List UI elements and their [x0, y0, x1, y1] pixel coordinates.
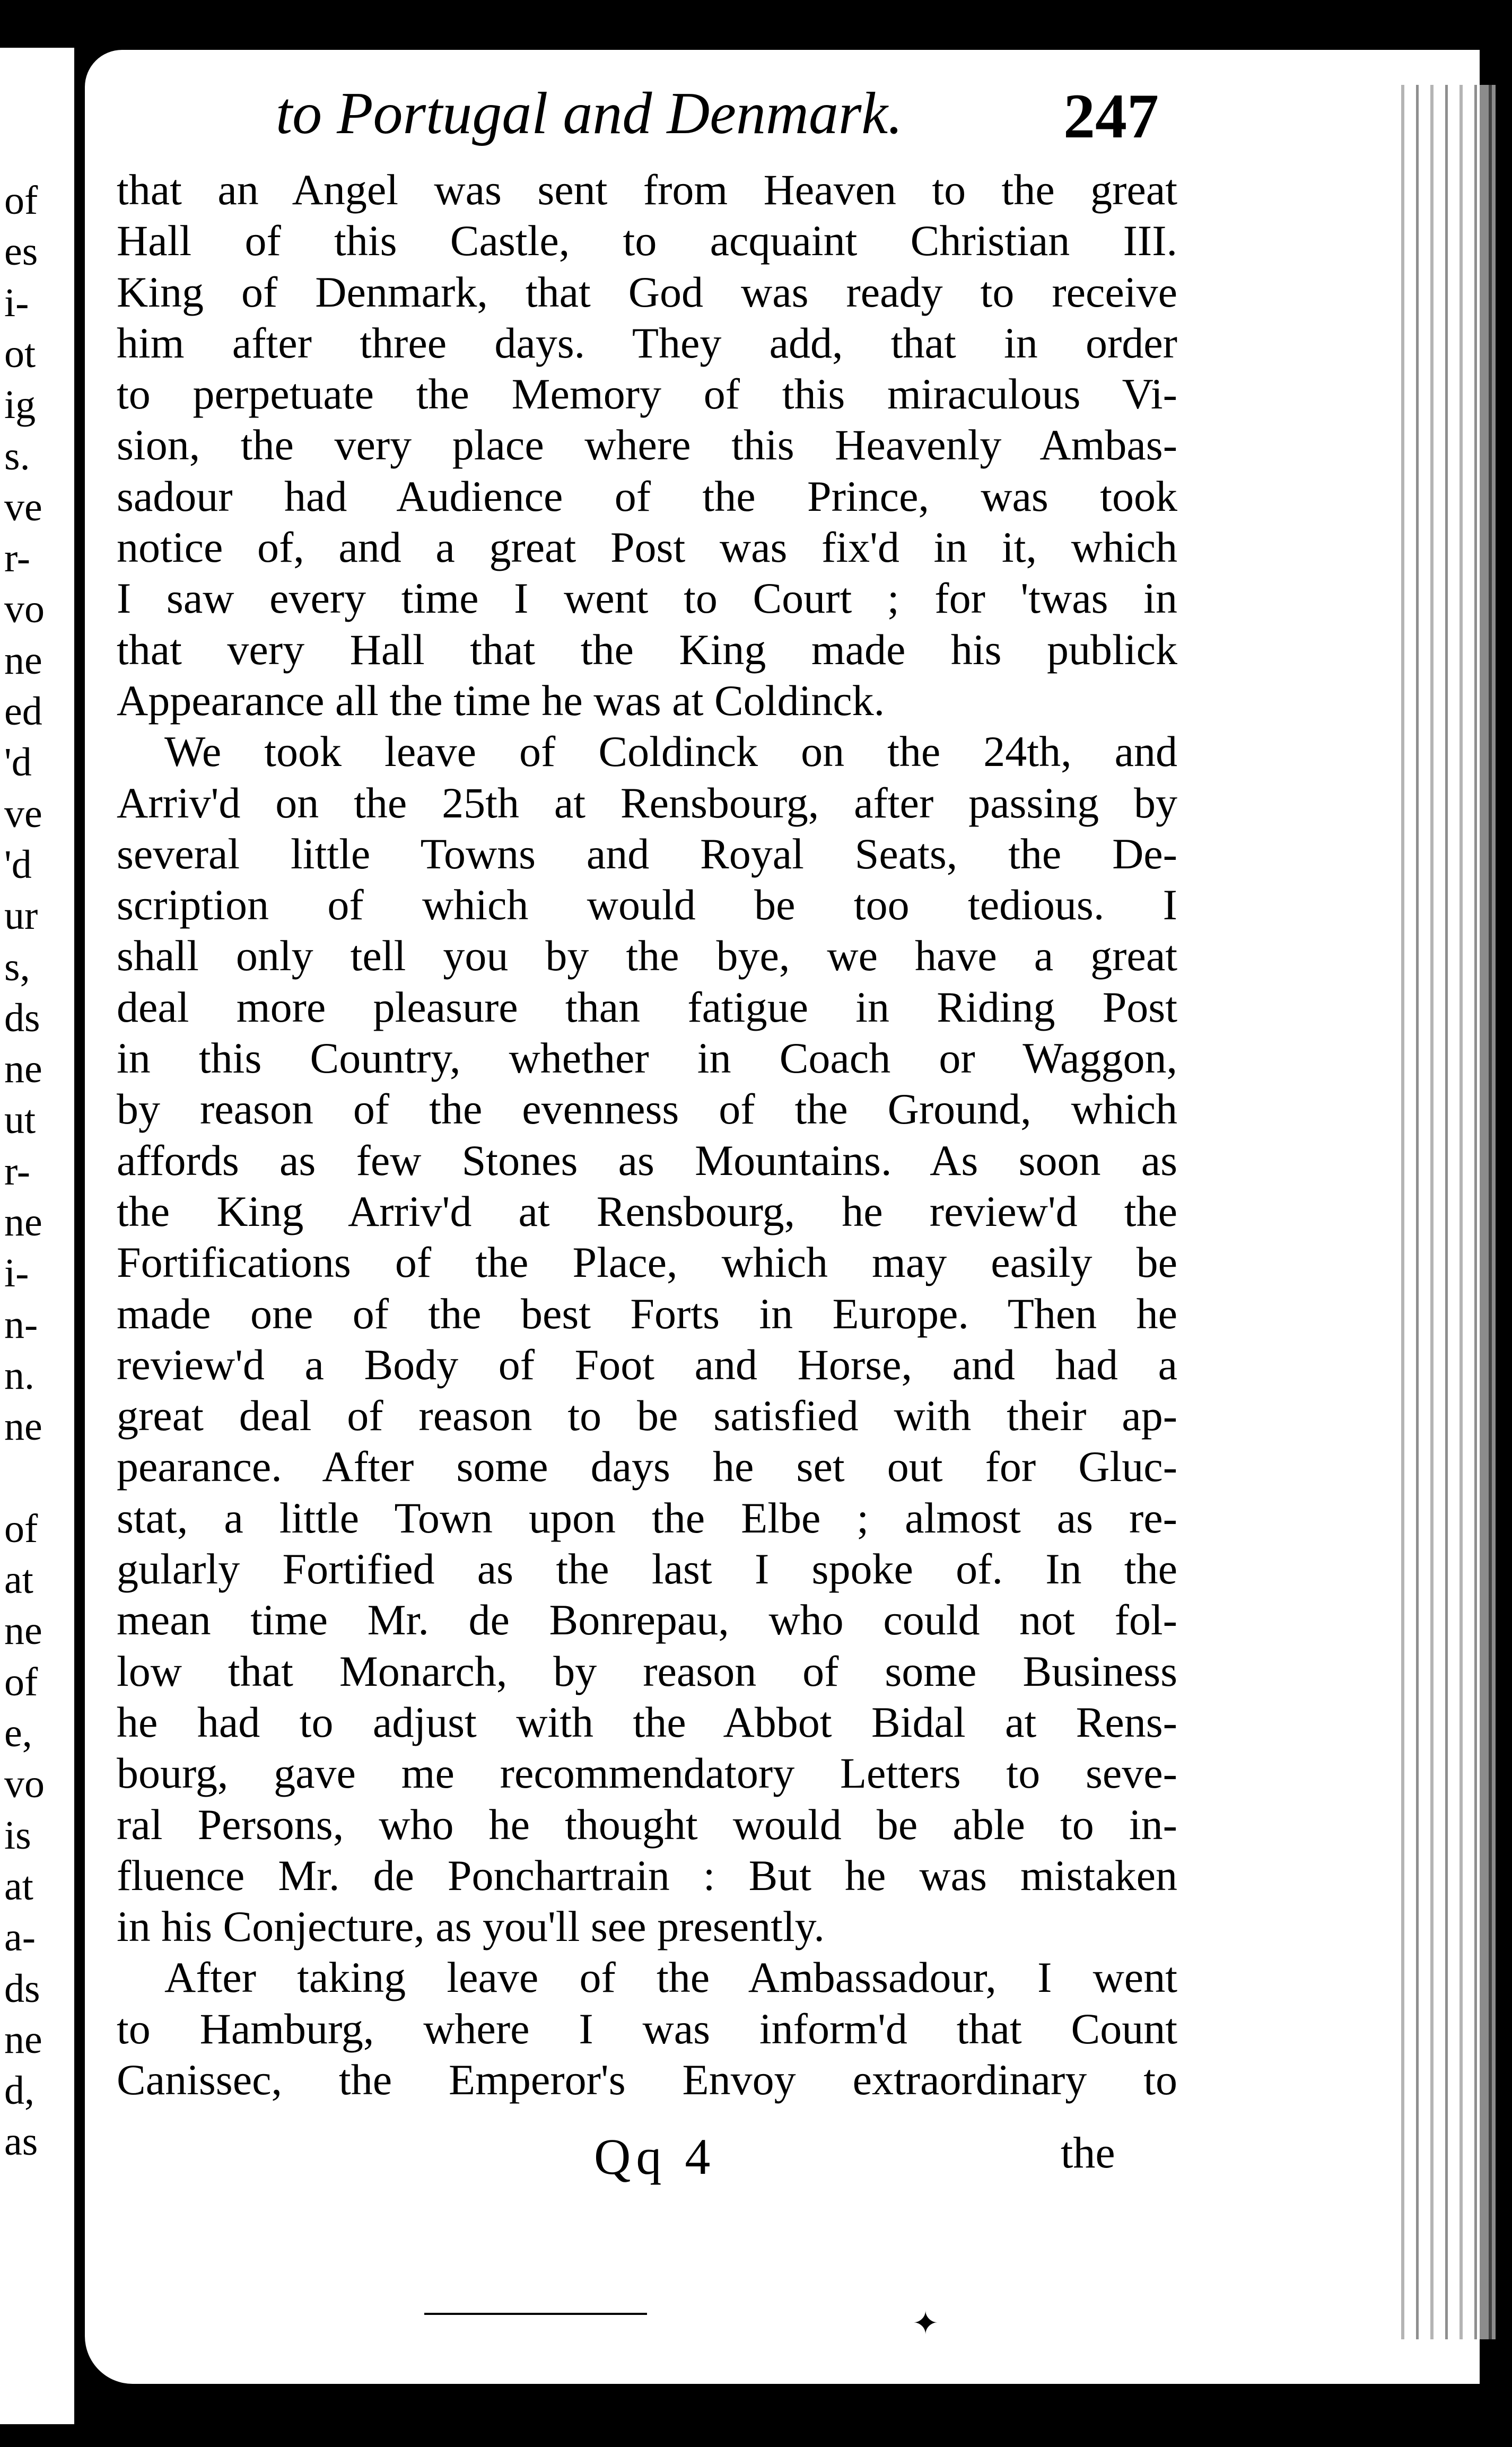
previous-page-fragment: 'd: [4, 842, 32, 887]
text-line: bourg, gave me recommendatory Letters to seve-: [117, 1749, 1177, 1798]
previous-page-fragment: at: [4, 1863, 33, 1909]
text-line: mean time Mr. de Bonrepau, who could not fol-: [117, 1596, 1177, 1644]
text-line: sadour had Audience of the Prince, was took: [117, 472, 1177, 520]
previous-page-fragment: ed: [4, 689, 42, 734]
text-line: deal more pleasure than fatigue in Riding Post: [117, 982, 1177, 1031]
previous-page-fragment: es: [4, 229, 38, 274]
previous-page-fragment: of: [4, 1659, 38, 1704]
text-line: Hall of this Castle, to acquaint Christian III.: [117, 216, 1177, 265]
flourish-ornament: ✦: [912, 2305, 939, 2342]
previous-page-fragment: ne: [4, 1200, 42, 1244]
text-line: in this Country, whether in Coach or Waggon,: [117, 1034, 1177, 1083]
text-line: he had to adjust with the Abbot Bidal at Rens-: [117, 1697, 1177, 1746]
text-line: sion, the very place where this Heavenly Ambas-: [117, 421, 1177, 469]
text-line: Canissec, the Emperor's Envoy extraordinary to: [117, 2055, 1177, 2104]
previous-page-fragment: d,: [4, 2068, 34, 2113]
previous-page-fragment: s,: [4, 944, 30, 989]
text-line: scription of which would be too tedious. I: [117, 881, 1177, 929]
text-line: several little Towns and Royal Seats, the De-: [117, 829, 1177, 878]
text-line: We took leave of Coldinck on the 24th, and: [164, 727, 1177, 776]
text-line: pearance. After some days he set out for Gluc-: [117, 1442, 1177, 1491]
text-line: Arriv'd on the 25th at Rensbourg, after passing by: [117, 778, 1177, 827]
text-line: that an Angel was sent from Heaven to the great: [117, 166, 1177, 214]
text-line: low that Monarch, by reason of some Business: [117, 1647, 1177, 1695]
previous-page-fragment: i-: [4, 1251, 29, 1296]
previous-page-fragment: n-: [4, 1302, 38, 1347]
text-line: made one of the best Forts in Europe. Then he: [117, 1289, 1177, 1338]
previous-page-fragment: r-: [4, 1148, 31, 1194]
text-line: to perpetuate the Memory of this miraculous Vi-: [117, 370, 1177, 419]
previous-page-fragment: ve: [4, 484, 42, 529]
previous-page-fragment: s.: [4, 433, 30, 478]
previous-page-fragment: n.: [4, 1353, 34, 1398]
previous-page-fragment: a-: [4, 1915, 36, 1960]
text-line: fluence Mr. de Ponchartrain : But he was mistaken: [117, 1851, 1177, 1900]
previous-page-fragment: ne: [4, 1404, 42, 1449]
text-line: shall only tell you by the bye, we have a great: [117, 931, 1177, 980]
running-title: to Portugal and Denmark.: [276, 81, 903, 146]
previous-page-fragment: ve: [4, 791, 42, 836]
page-number: 247: [1063, 81, 1159, 151]
previous-page-fragment: ur: [4, 893, 38, 938]
previous-page-fragment: e,: [4, 1711, 32, 1755]
previous-page-fragment: at: [4, 1557, 33, 1603]
text-line: in his Conjecture, as you'll see presently.: [117, 1902, 825, 1951]
previous-page-fragment: ig: [4, 382, 36, 428]
text-line: that very Hall that the King made his publick: [117, 625, 1177, 674]
previous-page-fragment: ne: [4, 1608, 42, 1653]
previous-page-fragment: vo: [4, 1762, 45, 1807]
previous-page-fragment: as: [4, 2119, 38, 2164]
previous-page-fragment: ot: [4, 331, 36, 376]
text-line: review'd a Body of Foot and Horse, and had a: [117, 1340, 1177, 1389]
previous-page-fragment: ne: [4, 638, 42, 683]
previous-page-fragment: of: [4, 1506, 38, 1551]
ornamental-rule: [424, 2313, 647, 2315]
previous-page-fragment: 'd: [4, 740, 32, 785]
text-line: gularly Fortified as the last I spoke of. In the: [117, 1545, 1177, 1593]
previous-page-fragment: ut: [4, 1098, 36, 1143]
text-line: notice of, and a great Post was fix'd in it, which: [117, 523, 1177, 572]
text-line: affords as few Stones as Mountains. As soon as: [117, 1136, 1177, 1185]
text-line: ral Persons, who he thought would be able to in-: [117, 1800, 1177, 1849]
previous-page-fragment: ne: [4, 2017, 42, 2062]
text-line: the King Arriv'd at Rensbourg, he review'd the: [117, 1187, 1177, 1235]
body-text: [117, 164, 1177, 2105]
text-line: to Hamburg, where I was inform'd that Count: [117, 2004, 1177, 2053]
text-line: great deal of reason to be satisfied with their ap-: [117, 1391, 1177, 1440]
running-header: [276, 80, 1188, 146]
text-line: King of Denmark, that God was ready to receive: [117, 267, 1177, 316]
text-line: him after three days. They add, that in order: [117, 318, 1177, 367]
previous-page-fragment: ne: [4, 1047, 42, 1092]
gutter-shadow: [1389, 85, 1496, 2339]
text-line: After taking leave of the Ambassadour, I went: [164, 1953, 1177, 2002]
text-line: Appearance all the time he was at Coldinck.: [117, 676, 885, 725]
previous-page-fragment: is: [4, 1813, 31, 1858]
text-line: I saw every time I went to Court ; for 'twas in: [117, 574, 1177, 623]
previous-page-fragment: r-: [4, 536, 31, 581]
previous-page-fragment: vo: [4, 587, 45, 632]
previous-page-fragment: ds: [4, 995, 40, 1040]
previous-page-fragment: of: [4, 178, 38, 223]
previous-page-fragment: i-: [4, 280, 29, 325]
text-line: Fortifications of the Place, which may easily be: [117, 1238, 1177, 1287]
catchword: the: [1061, 2128, 1115, 2178]
signature-mark: Qq 4: [594, 2128, 716, 2185]
text-line: by reason of the evenness of the Ground, which: [117, 1085, 1177, 1134]
text-line: stat, a little Town upon the Elbe ; almost as re-: [117, 1493, 1177, 1542]
previous-page-fragment: ds: [4, 1966, 40, 2011]
